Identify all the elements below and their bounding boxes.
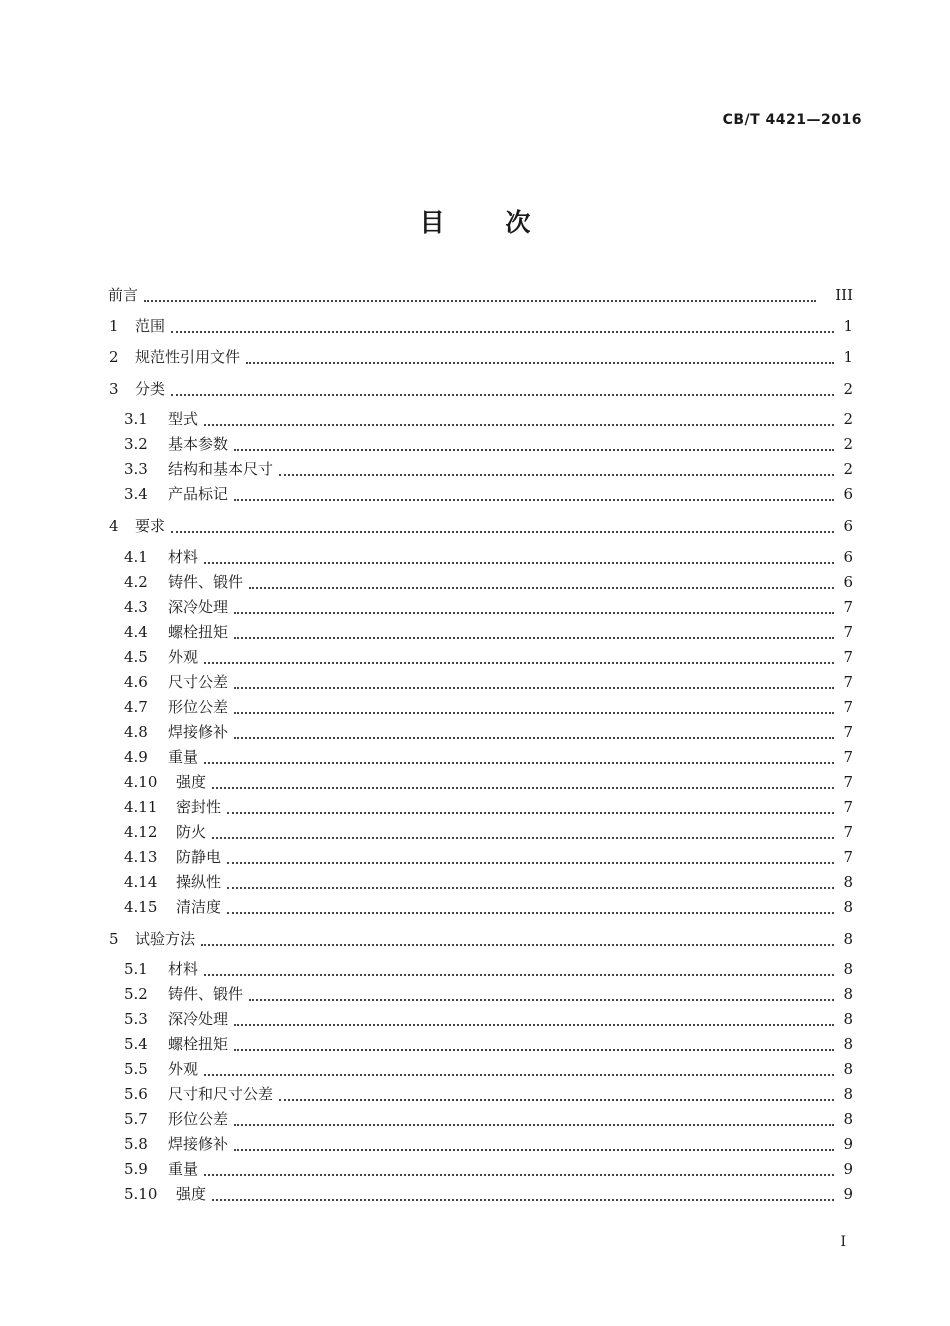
toc-entry-number: 4.9 [124,748,148,766]
toc-dot-leader [234,485,834,501]
toc-dot-leader [171,380,834,396]
toc-entry[interactable] [0,620,950,644]
toc-entry-label: 螺栓扭矩 [168,1035,229,1053]
toc-entry-page: 2 [843,410,853,428]
toc-entry-label: 密封性 [176,798,222,816]
toc-entry-label: 尺寸公差 [168,673,229,691]
toc-entry-number: 4.13 [124,848,158,866]
toc-dot-leader [234,1010,834,1026]
toc-entry-number: 4.5 [124,648,148,666]
toc-entry-number: 4.15 [124,898,158,916]
toc-entry[interactable] [0,820,950,844]
toc-dot-leader [234,1110,834,1126]
toc-entry-number: 4.10 [124,773,158,791]
toc-entry[interactable] [0,670,950,694]
toc-entry-number: 4 [109,517,119,535]
toc-entry[interactable] [0,745,950,769]
toc-entry-number: 4.6 [124,673,148,691]
toc-entry-label: 强度 [176,773,207,791]
toc-entry-label: 外观 [168,648,199,666]
toc-entry-page: 2 [843,380,853,398]
toc-entry-label: 防静电 [176,848,222,866]
toc-entry-label: 焊接修补 [168,1135,229,1153]
toc-entry[interactable] [0,1032,950,1056]
toc-dot-leader [227,798,834,814]
toc-entry-page: 9 [843,1135,853,1153]
toc-entry-page: 7 [843,748,853,766]
toc-dot-leader [234,435,834,451]
toc-dot-leader [249,573,834,589]
standard-code: CB/T 4421—2016 [722,112,862,128]
toc-entry-number: 5 [109,930,119,948]
toc-dot-leader [201,930,834,946]
toc-entry[interactable] [0,283,950,307]
toc-entry[interactable] [0,1082,950,1106]
toc-entry-number: 2 [109,348,119,366]
toc-entry-label: 螺栓扭矩 [168,623,229,641]
toc-entry-number: 5.9 [124,1160,148,1178]
toc-entry-number: 4.1 [124,548,148,566]
toc-entry-page: 8 [843,873,853,891]
toc-entry-label: 强度 [176,1185,207,1203]
toc-entry-number: 5.4 [124,1035,148,1053]
toc-entry-number: 4.2 [124,573,148,591]
toc-dot-leader [279,460,834,476]
toc-dot-leader [204,1160,834,1176]
toc-entry-number: 3.2 [124,435,148,453]
toc-entry[interactable] [0,595,950,619]
toc-title: 目 次 [419,208,557,237]
toc-entry-label: 操纵性 [176,873,222,891]
toc-entry-label: 前言 [108,286,139,304]
toc-entry-page: 8 [843,930,853,948]
toc-entry[interactable] [0,482,950,506]
toc-entry-number: 4.8 [124,723,148,741]
toc-entry[interactable] [0,1182,950,1206]
toc-entry-label: 要求 [135,517,166,535]
toc-entry-page: 8 [843,1035,853,1053]
toc-entry-number: 5.3 [124,1010,148,1028]
toc-entry[interactable] [0,407,950,431]
toc-dot-leader [144,286,816,302]
toc-entry-page: 8 [843,898,853,916]
toc-entry[interactable] [0,795,950,819]
toc-entry-label: 形位公差 [168,1110,229,1128]
toc-entry-page: 6 [843,548,853,566]
toc-entry[interactable] [0,545,950,569]
toc-entry-label: 形位公差 [168,698,229,716]
toc-entry-label: 产品标记 [168,485,229,503]
toc-entry-label: 结构和基本尺寸 [168,460,274,478]
toc-entry-number: 4.14 [124,873,158,891]
toc-dot-leader [204,1060,834,1076]
toc-entry[interactable] [0,570,950,594]
toc-entry-label: 分类 [135,380,166,398]
toc-entry-page: 8 [843,985,853,1003]
toc-entry[interactable] [0,845,950,869]
toc-entry-number: 4.12 [124,823,158,841]
toc-entry-label: 范围 [135,317,166,335]
toc-entry-label: 防火 [176,823,207,841]
toc-dot-leader [234,723,834,739]
toc-dot-leader [234,673,834,689]
toc-entry-label: 焊接修补 [168,723,229,741]
toc-entry-page: 7 [843,698,853,716]
toc-entry[interactable] [0,1007,950,1031]
toc-entry-page: 7 [843,798,853,816]
toc-entry-number: 3 [109,380,119,398]
toc-entry-number: 4.7 [124,698,148,716]
toc-entry-number: 4.11 [124,798,158,816]
toc-entry-number: 5.6 [124,1085,148,1103]
toc-entry[interactable] [0,377,950,401]
toc-entry-label: 材料 [168,960,199,978]
toc-dot-leader [212,773,834,789]
toc-dot-leader [204,748,834,764]
toc-entry-label: 重量 [168,1160,199,1178]
toc-entry-page: 7 [843,648,853,666]
page-number: I [840,1234,846,1250]
toc-entry-number: 5.8 [124,1135,148,1153]
toc-dot-leader [171,317,834,333]
toc-dot-leader [234,698,834,714]
toc-entry-label: 重量 [168,748,199,766]
toc-entry-label: 深冷处理 [168,598,229,616]
toc-entry-page: 2 [843,460,853,478]
toc-entry-page: 6 [843,485,853,503]
toc-entry-label: 型式 [168,410,199,428]
toc-entry-label: 外观 [168,1060,199,1078]
toc-entry-page: 7 [843,823,853,841]
toc-entry[interactable] [0,1157,950,1181]
toc-entry[interactable] [0,720,950,744]
toc-entry[interactable] [0,870,950,894]
toc-entry-page: 6 [843,517,853,535]
toc-entry-page: 9 [843,1185,853,1203]
toc-entry[interactable] [0,345,950,369]
toc-entry-number: 3.4 [124,485,148,503]
toc-dot-leader [234,1135,834,1151]
toc-entry-label: 材料 [168,548,199,566]
toc-entry[interactable] [0,982,950,1006]
toc-dot-leader [212,823,834,839]
toc-entry-label: 深冷处理 [168,1010,229,1028]
toc-dot-leader [212,1185,834,1201]
toc-entry[interactable] [0,1057,950,1081]
toc-entry-page: 8 [843,1110,853,1128]
toc-entry-page: III [835,286,853,304]
toc-entry-page: 7 [843,623,853,641]
toc-entry[interactable] [0,927,950,951]
toc-entry-label: 规范性引用文件 [135,348,241,366]
toc-entry-number: 5.1 [124,960,148,978]
toc-entry-number: 4.3 [124,598,148,616]
toc-dot-leader [249,985,834,1001]
toc-dot-leader [234,623,834,639]
toc-entry-label: 试验方法 [135,930,196,948]
toc-dot-leader [204,648,834,664]
toc-entry-number: 3.1 [124,410,148,428]
toc-entry[interactable] [0,645,950,669]
toc-entry-page: 7 [843,673,853,691]
toc-dot-leader [227,873,834,889]
toc-entry-page: 7 [843,848,853,866]
toc-entry-label: 铸件、锻件 [168,985,244,1003]
toc-entry-number: 5.7 [124,1110,148,1128]
toc-entry-number: 3.3 [124,460,148,478]
toc-entry-page: 8 [843,1060,853,1078]
toc-dot-leader [234,1035,834,1051]
toc-dot-leader [171,517,834,533]
toc-entry[interactable] [0,457,950,481]
toc-entry[interactable] [0,957,950,981]
toc-entry-number: 5.2 [124,985,148,1003]
toc-entry[interactable] [0,432,950,456]
toc-entry-page: 1 [843,317,853,335]
toc-entry[interactable] [0,770,950,794]
toc-dot-leader [227,898,834,914]
toc-entry-label: 基本参数 [168,435,229,453]
toc-entry[interactable] [0,1107,950,1131]
toc-dot-leader [234,598,834,614]
toc-entry-number: 4.4 [124,623,148,641]
toc-dot-leader [204,410,834,426]
toc-dot-leader [227,848,834,864]
toc-entry-label: 铸件、锻件 [168,573,244,591]
toc-entry-page: 2 [843,435,853,453]
toc-entry[interactable] [0,514,950,538]
toc-entry-page: 1 [843,348,853,366]
toc-entry-page: 8 [843,1085,853,1103]
toc-entry-number: 1 [109,317,119,335]
toc-entry-number: 5.10 [124,1185,158,1203]
toc-entry[interactable] [0,695,950,719]
toc-entry-page: 9 [843,1160,853,1178]
toc-entry-page: 7 [843,773,853,791]
toc-entry-page: 8 [843,1010,853,1028]
toc-entry-label: 尺寸和尺寸公差 [168,1085,274,1103]
toc-entry-label: 清洁度 [176,898,222,916]
toc-dot-leader [279,1085,834,1101]
toc-entry-page: 7 [843,598,853,616]
toc-entry-page: 8 [843,960,853,978]
toc-entry[interactable] [0,1132,950,1156]
toc-dot-leader [246,348,834,364]
toc-entry[interactable] [0,895,950,919]
toc-entry[interactable] [0,314,950,338]
toc-entry-page: 7 [843,723,853,741]
toc-entry-number: 5.5 [124,1060,148,1078]
toc-dot-leader [204,960,834,976]
toc-dot-leader [204,548,834,564]
toc-entry-page: 6 [843,573,853,591]
